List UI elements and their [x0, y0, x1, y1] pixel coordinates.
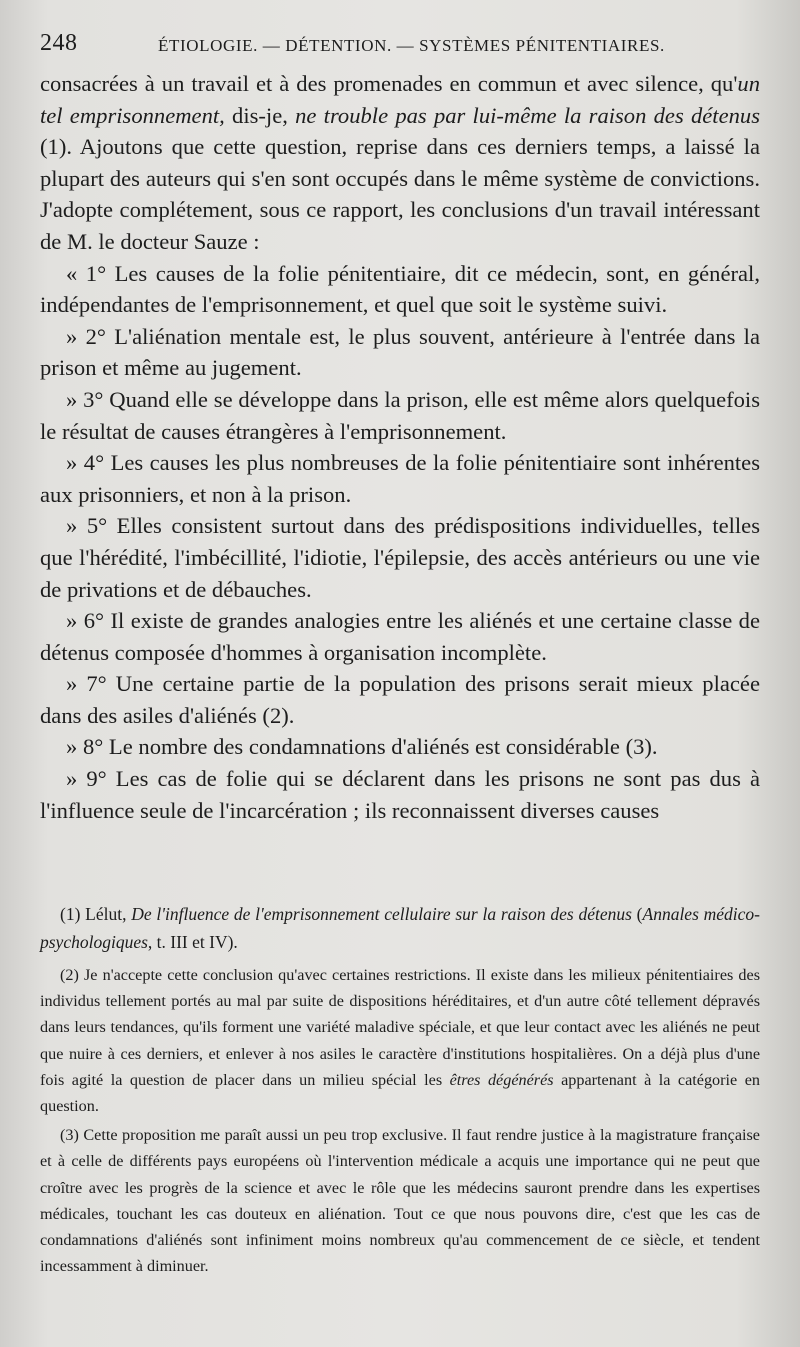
footnote-2: (2) Je n'accepte cette conclusion qu'avec certaines restrictions. Il existe dans les milieux pénitentiaires des individus tellement portés au mal par suite de dispositions héréditaires, et d'un autre côté tellement dépravés dans leurs tendances, qu'ils forment une variété maladive spéciale, et que leur contact avec les aliénés ne peut que nuire à ces derniers, et enlever à nos asiles le caractère d'institutions hospitalières. On a déjà plus d'une fois agité la question de placer dans un milieu spécial les êtres dégénérés appartenant à la catégorie en question. [40, 966, 760, 1116]
conclusion-item-8: » 8° Le nombre des condamnations d'aliénés est considérable (3). [66, 734, 658, 760]
page-header [40, 30, 760, 60]
conclusion-item-7: » 7° Une certaine partie de la population des prisons serait mieux placée dans des asiles d'aliénés (2). [40, 671, 760, 728]
conclusion-item-6: » 6° Il existe de grandes analogies entre les aliénés et une certaine classe de détenus composée d'hommes à organisation incomplète. [40, 608, 760, 665]
footnote-3: (3) Cette proposition me paraît aussi un peu trop exclusive. Il faut rendre justice à la magistrature française et à celle de différents pays européens où l'intervention médicale a acquis une importance qui ne peut que croître avec les progrès de la science et avec le rôle que les médecins sauront prendre dans les expertises médicales, touchant les cas douteux en aliénation. Tout ce que nous pouvons dire, c'est que les cas de condamnations d'aliénés sont infiniment moins nombreux qu'au commencement de ce siècle, et tendent incessamment à diminuer. [40, 1126, 760, 1276]
conclusion-item-4: » 4° Les causes les plus nombreuses de la folie pénitentiaire sont inhérentes aux prisonniers, et non à la prison. [40, 450, 760, 507]
italic-phrase: un tel emprisonnement, [40, 71, 760, 128]
footnotes [40, 900, 760, 1282]
footnote-1: (1) Lélut, De l'influence de l'emprisonnement cellulaire sur la raison des détenus (Annales médico-psychologiques, t. III et IV). [40, 904, 760, 952]
running-head: ÉTIOLOGIE. — DÉTENTION. — SYSTÈMES PÉNITENTIAIRES. [158, 36, 665, 55]
conclusion-item-1: « 1° Les causes de la folie pénitentiaire, dit ce médecin, sont, en général, indépendantes de l'emprisonnement, et quel que soit le système suivi. [40, 260, 760, 318]
conclusion-item-3: » 3° Quand elle se développe dans la prison, elle est même alors quelquefois le résultat de causes étrangères à l'emprisonnement. [40, 386, 760, 444]
conclusion-item-9: » 9° Les cas de folie qui se déclarent dans les prisons ne sont pas dus à l'influence seule de l'incarcération ; ils reconnaissent diverses causes [40, 766, 760, 823]
italic-phrase: ne trouble pas par lui-même la raison des détenus [295, 102, 760, 128]
conclusion-item-5: » 5° Elles consistent surtout dans des prédispositions individuelles, telles que l'hérédité, l'imbécillité, l'idiotie, l'épilepsie, des accès antérieurs ou une vie de privations et de débauches. [40, 513, 760, 602]
page-number: 248 [40, 30, 78, 56]
body-text [40, 68, 760, 826]
conclusion-item-2: » 2° L'aliénation mentale est, le plus souvent, antérieure à l'entrée dans la prison et même au jugement. [40, 323, 760, 381]
paragraph-intro: consacrées à un travail et à des promenades en commun et avec silence, qu'un tel emprisonnement, dis-je, ne trouble pas par lui-même la raison des détenus (1). Ajoutons que cette question, reprise dans ces derniers temps, a laissé la plupart des auteurs qui s'en sont occupés dans le même système de convictions. J'adopte complétement, sous ce rapport, les conclusions d'un travail intéressant de M. le docteur Sauze : [40, 71, 760, 254]
